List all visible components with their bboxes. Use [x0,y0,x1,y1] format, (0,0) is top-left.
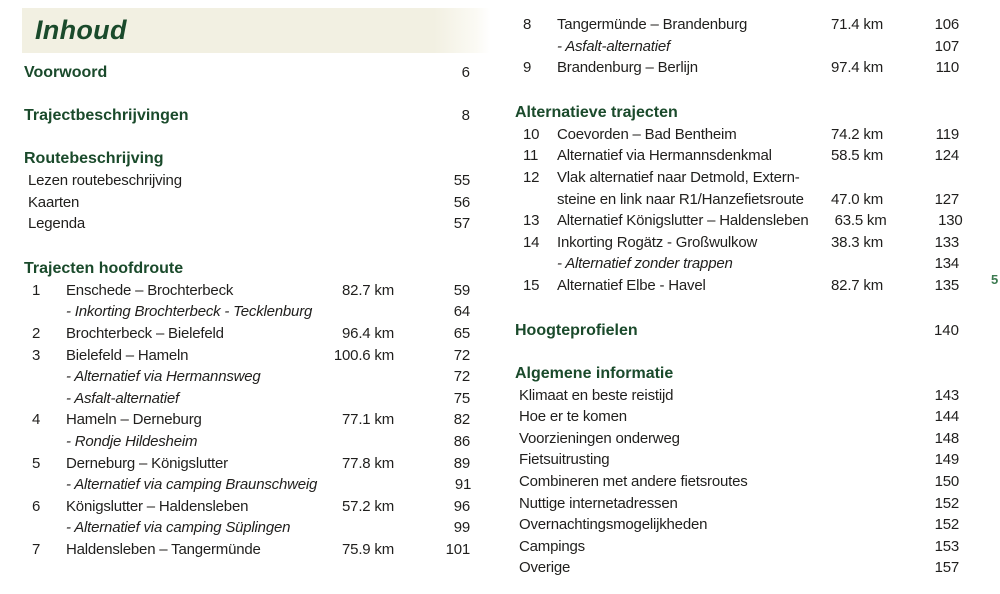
route-distance [316,388,394,410]
toc-main-entry [515,320,959,341]
route-distance: 47.0 km [831,190,883,208]
toc-section [515,102,963,297]
toc-section [515,14,959,79]
route-page: 148 [934,429,959,447]
route-number: 5 [32,454,41,472]
route-distance [316,301,394,323]
route-page: 127 [934,190,959,208]
route-number [24,517,66,539]
route-label: Alternatief Königslutter – Haldensleben [557,212,809,230]
route-distance: 77.1 km [342,411,394,429]
toc-row [24,345,470,367]
route-page [883,167,959,189]
route-page: 135 [934,276,959,294]
route-number: 15 [523,276,540,294]
route-label: Haldensleben – Tangermünde [66,540,261,558]
route-page: 89 [453,454,470,472]
toc-row [24,474,470,496]
route-page: 75 [453,389,470,407]
route-number [24,388,66,410]
toc-row [24,323,470,345]
route-label: - Alternatief zonder trappen [557,255,733,273]
route-page: 65 [453,324,470,342]
route-label: Overnachtingsmogelijkheden [519,516,708,534]
toc-section [515,363,959,579]
toc-row [24,539,470,561]
route-distance: 82.7 km [342,281,394,299]
route-distance: 77.8 km [342,454,394,472]
toc-main-entry [24,62,470,83]
route-label: Nuttige internetadressen [519,494,678,512]
route-number: 10 [523,125,540,143]
route-distance [316,170,394,192]
route-distance [805,557,883,579]
route-distance: 63.5 km [834,212,887,230]
toc-row [515,210,963,232]
route-page: 55 [453,172,470,189]
toc-row [515,449,959,471]
route-label: - Alternatief via camping Braunschweig [66,476,318,494]
route-page: 107 [934,37,959,55]
route-page: 72 [453,368,470,386]
route-page: 56 [453,193,470,211]
toc-entry-label: Voorwoord [24,64,108,81]
route-distance: 38.3 km [831,233,883,251]
route-distance [316,213,394,235]
route-page: 57 [453,215,470,233]
book-page-number: 5 [991,272,999,287]
toc-entry-page: 140 [933,321,959,339]
route-label: steine en link naar R1/Hanzefietsroute [557,190,804,208]
route-distance [805,253,883,275]
route-distance [805,406,883,428]
route-label: Fietsuitrusting [519,451,610,469]
toc-row [515,275,959,297]
route-label: Tangermünde – Brandenburg [557,16,748,33]
route-number: 4 [32,411,41,429]
route-distance: 97.4 km [831,59,883,77]
route-distance [805,385,883,407]
route-page: 150 [934,472,959,490]
route-label: Kaarten [28,193,80,211]
route-page: 134 [934,255,959,273]
toc-entry-page: 8 [461,107,470,124]
toc-row [24,170,470,192]
toc-row [515,253,959,275]
route-page: 119 [935,125,959,143]
toc-row [24,280,470,302]
route-page: 91 [454,476,472,494]
toc-row [515,406,959,428]
route-label: Lezen routebeschrijving [28,172,182,189]
route-page: 152 [934,494,959,512]
route-number: 1 [32,281,41,299]
route-label: - Inkorting Brochterbeck - Tecklenburg [66,303,313,321]
toc-row [24,496,470,518]
route-page: 130 [938,212,963,230]
route-page: 72 [453,346,470,364]
toc-section [24,258,470,561]
route-distance [805,471,883,493]
route-label: - Asfalt-alternatief [66,389,179,407]
toc-row [24,409,470,431]
toc-entry-page: 6 [461,64,470,81]
route-label: Hameln – Derneburg [66,411,202,429]
route-label: Coevorden – Bad Bentheim [557,125,737,143]
toc-section [24,148,470,235]
title-band [22,8,490,53]
toc-row [515,428,959,450]
route-page: 124 [934,147,959,165]
route-label: Enschede – Brochterbeck [66,281,234,299]
route-number [515,189,557,211]
route-distance [316,431,394,453]
route-label: Derneburg – Königslutter [66,454,228,472]
route-page: 143 [934,386,959,404]
route-number: 9 [523,59,532,77]
route-label: Alternatief Elbe - Havel [557,276,706,294]
toc-row [24,301,470,323]
contents-title: Inhoud [35,15,127,45]
toc-row [515,189,959,211]
toc-row [24,192,470,214]
route-distance: 57.2 km [342,497,394,515]
route-distance [316,192,394,214]
toc-row [24,453,470,475]
route-label: Brandenburg – Berlijn [557,59,698,77]
route-page: 86 [453,432,470,450]
toc-row [24,517,470,539]
route-number: 7 [32,540,41,558]
route-page: 96 [453,497,470,515]
route-distance: 58.5 km [831,147,883,165]
route-number [24,366,66,388]
route-number [515,253,557,275]
route-page: 99 [453,519,470,537]
toc-entry-label: Trajectbeschrijvingen [24,107,189,124]
route-distance [805,428,883,450]
route-number: 3 [32,346,41,364]
route-page: 64 [453,303,470,321]
section-heading: Alternatieve trajecten [515,103,678,121]
route-page: 144 [934,408,959,426]
toc-main-entry [24,105,470,126]
route-distance [805,167,883,189]
route-label: - Rondje Hildesheim [66,432,198,450]
route-number: 14 [523,233,540,251]
toc-row [515,536,959,558]
route-distance [317,474,395,496]
route-number: 12 [523,168,540,186]
toc-row [24,213,470,235]
route-label: Combineren met andere fietsroutes [519,472,748,490]
route-label: - Alternatief via Hermannsweg [66,368,261,386]
route-distance [805,514,883,536]
route-number [24,431,66,453]
route-page: 152 [934,516,959,534]
route-number [24,474,66,496]
route-number: 13 [523,212,540,230]
toc-row [24,366,470,388]
toc-row [515,124,959,146]
route-number: 6 [32,497,41,515]
route-distance [805,449,883,471]
route-number: 8 [523,16,532,33]
section-heading: Algemene informatie [515,364,674,382]
route-distance [805,36,883,58]
toc-row [515,14,959,36]
toc-row [515,385,959,407]
route-distance: 75.9 km [342,540,394,558]
toc-entry-label: Hoogteprofielen [515,321,638,339]
route-distance: 71.4 km [831,16,883,33]
route-page: 106 [934,16,959,33]
section-heading: Routebeschrijving [24,150,164,167]
toc-row [515,232,959,254]
toc-row [515,493,959,515]
route-page: 157 [934,559,959,577]
toc-row [515,57,959,79]
route-label: Königslutter – Haldensleben [66,497,249,515]
route-label: Alternatief via Hermannsdenkmal [557,147,772,165]
route-label: - Asfalt-alternatief [557,37,670,55]
route-label: Bielefeld – Hameln [66,346,189,364]
route-distance [316,366,394,388]
route-label: Klimaat en beste reistijd [519,386,674,404]
route-number: 11 [523,147,539,165]
route-label: Vlak alternatief naar Detmold, Extern- [557,168,800,186]
left-column [24,62,470,584]
toc-row [24,388,470,410]
toc-row [515,514,959,536]
route-page: 153 [934,537,959,555]
route-label: Hoe er te komen [519,408,627,426]
route-label: Brochterbeck – Bielefeld [66,324,224,342]
route-distance [316,517,394,539]
route-label: Voorzieningen onderweg [519,429,680,447]
route-label: Overige [519,559,571,577]
toc-row [515,36,959,58]
route-distance [805,493,883,515]
route-label: - Alternatief via camping Süplingen [66,519,291,537]
route-distance: 74.2 km [831,125,883,143]
section-heading: Trajecten hoofdroute [24,259,184,277]
route-distance: 100.6 km [333,346,394,364]
toc-row [515,145,959,167]
route-label: Campings [519,537,585,555]
route-number [515,36,557,58]
route-page: 110 [935,59,959,77]
right-column [515,14,963,594]
route-page: 82 [453,411,470,429]
route-distance: 82.7 km [831,276,883,294]
toc-row [515,557,959,579]
route-page: 149 [934,451,959,469]
route-page: 59 [453,281,470,299]
route-number: 2 [32,324,41,342]
route-page: 101 [445,540,470,558]
toc-row [24,431,470,453]
toc-row [515,471,959,493]
route-number [24,301,66,323]
route-distance: 96.4 km [342,324,394,342]
route-page: 133 [934,233,959,251]
toc-row [515,167,959,189]
route-label: Legenda [28,215,85,233]
route-label: Inkorting Rogätz - Großwulkow [557,233,758,251]
route-distance [805,536,883,558]
